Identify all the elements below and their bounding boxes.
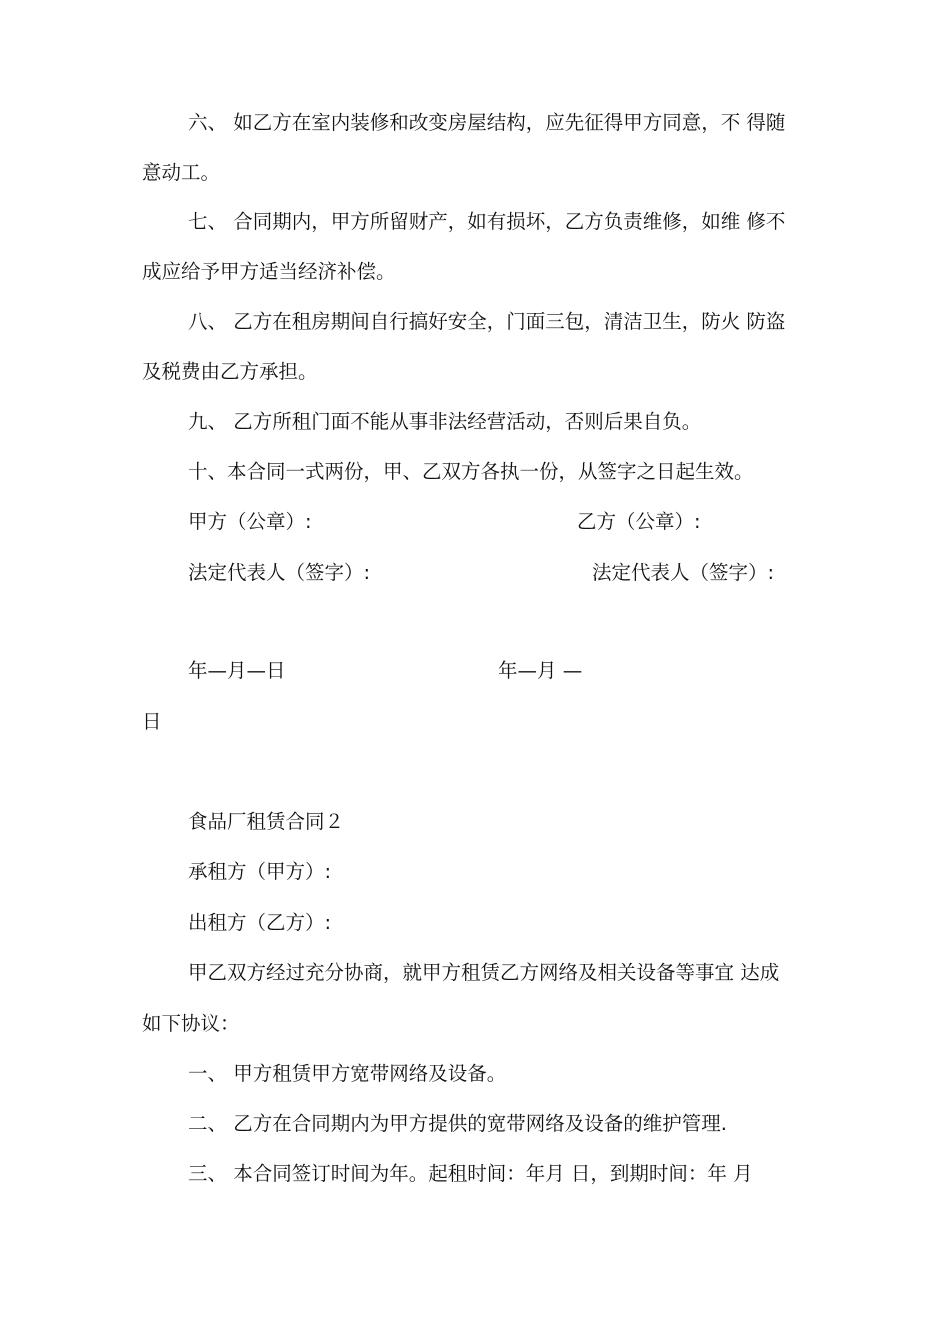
intro-line-2: 如下协议： xyxy=(142,1012,240,1035)
party-a-seal-label: 甲方（公章）: xyxy=(188,510,312,533)
contract-2-clause-1: 一、 甲方租赁甲方宽带网络及设备。 xyxy=(188,1062,507,1085)
lessee-label: 承租方（甲方）: xyxy=(188,860,332,883)
clause-10: 十、本合同一式两份，甲、乙双方各执一份，从签字之日起生效。 xyxy=(188,460,754,483)
clause-7-line-2: 成应给予甲方适当经济补偿。 xyxy=(142,260,396,283)
clause-9: 九、 乙方所租门面不能从事非法经营活动，否则后果自负。 xyxy=(188,410,702,433)
party-a-date: 年—月—日 xyxy=(188,659,286,682)
clause-7-line-1: 七、 合同期内，甲方所留财产，如有损坏，乙方负责维修，如维 修不 xyxy=(188,210,786,233)
party-a-representative-label: 法定代表人（签字）: xyxy=(188,561,371,584)
contract-2-clause-3: 三、 本合同签订时间为年。起租时间：年月 日，到期时间：年 月 xyxy=(188,1162,753,1185)
contract-2-title: 食品厂租赁合同２ xyxy=(188,810,345,833)
lessor-label: 出租方（乙方）: xyxy=(188,911,332,934)
contract-2-clause-2: 二、 乙方在合同期内为甲方提供的宽带网络及设备的维护管理. xyxy=(188,1112,727,1135)
party-b-date-day: 日 xyxy=(142,710,162,733)
party-b-seal-label: 乙方（公章）: xyxy=(577,510,701,533)
clause-8-line-2: 及税费由乙方承担。 xyxy=(142,360,318,383)
party-b-representative-label: 法定代表人（签字）: xyxy=(592,561,775,584)
clause-6-line-2: 意动工。 xyxy=(142,161,221,184)
clause-6-line-1: 六、 如乙方在室内装修和改变房屋结构，应先征得甲方同意，不 得随 xyxy=(188,111,786,134)
intro-line-1: 甲乙双方经过充分协商，就甲方租赁乙方网络及相关设备等事宜 达成 xyxy=(188,961,780,984)
party-b-date: 年—月 — xyxy=(498,659,583,682)
clause-8-line-1: 八、 乙方在租房期间自行搞好安全，门面三包，清洁卫生，防火 防盗 xyxy=(188,310,786,333)
